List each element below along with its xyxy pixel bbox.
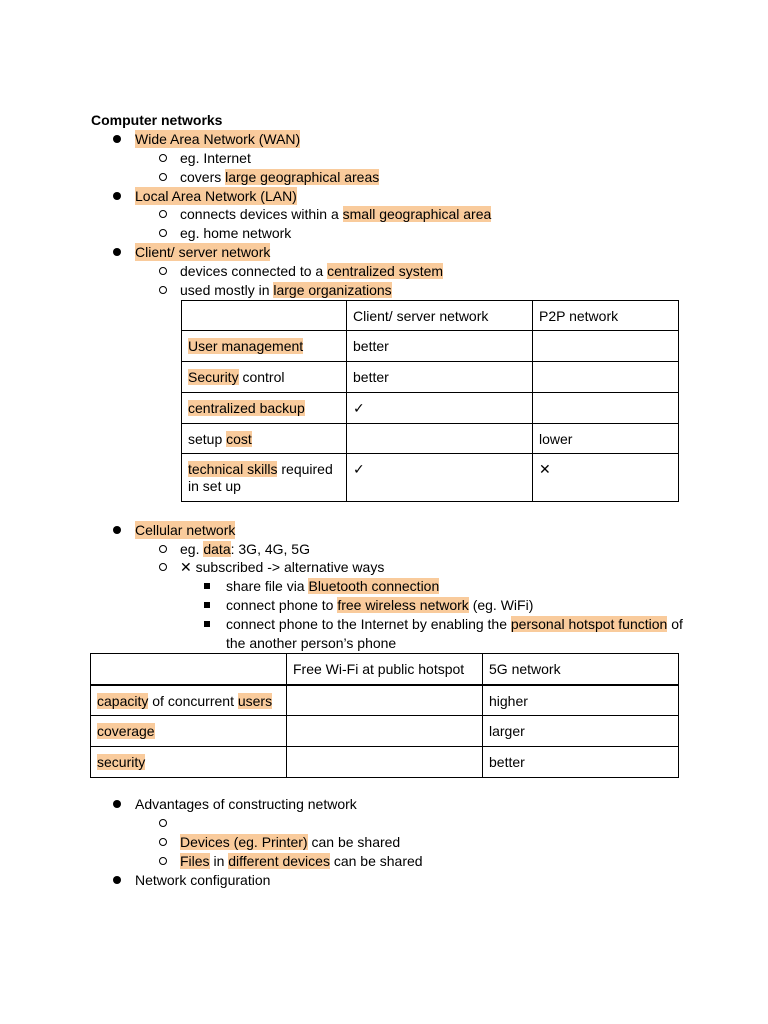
highlight: different devices xyxy=(228,853,330,869)
list-item-client-server-usage xyxy=(0,281,768,299)
table-header-cell: Client/ server network xyxy=(347,301,533,331)
list-item-wan-coverage xyxy=(0,168,768,186)
table-header-cell: P2P network xyxy=(533,301,679,331)
table-cell: better xyxy=(347,331,533,362)
highlight: security xyxy=(97,753,146,770)
cross-icon: ✕ xyxy=(533,454,679,502)
table-row xyxy=(182,424,679,454)
text: control xyxy=(238,369,285,385)
highlight: small geographical area xyxy=(342,206,492,222)
list-item-client-server xyxy=(0,243,768,261)
text: connect phone to the Internet by enabling the xyxy=(226,616,511,632)
text: required xyxy=(277,461,333,477)
table-cell xyxy=(287,685,483,716)
way-text xyxy=(226,615,683,633)
table-cell xyxy=(91,715,287,746)
table-row xyxy=(91,746,679,777)
table-row xyxy=(91,715,679,746)
checkmark-icon: ✓ xyxy=(347,454,533,502)
list-item-lan xyxy=(0,187,768,205)
highlight: large organizations xyxy=(273,282,392,298)
list-item-advantage-empty xyxy=(0,814,768,832)
circle-bullet-icon xyxy=(159,173,167,181)
bullet-icon xyxy=(113,800,121,808)
table-cell xyxy=(287,715,483,746)
text: connects devices within a xyxy=(180,206,343,222)
advantage-files xyxy=(180,852,423,870)
list-item-lan-devices xyxy=(0,205,768,223)
client-server-usage xyxy=(180,281,392,299)
highlight: users xyxy=(237,692,273,709)
table-row xyxy=(182,393,679,424)
square-bullet-icon xyxy=(204,621,210,627)
highlight: large geographical areas xyxy=(225,169,380,185)
table-cell xyxy=(182,393,347,424)
highlight: data xyxy=(203,541,231,557)
text: in xyxy=(209,853,229,869)
square-bullet-icon xyxy=(204,583,210,589)
table-cell xyxy=(533,362,679,393)
list-item-cellular-alternatives xyxy=(0,558,768,576)
bullet-icon xyxy=(113,248,121,256)
wan-example: eg. Internet xyxy=(180,150,251,166)
bullet-icon xyxy=(113,135,121,143)
table-header-cell: Free Wi-Fi at public hotspot xyxy=(287,654,483,685)
table-header-cell xyxy=(91,654,287,685)
wan-coverage xyxy=(180,168,379,186)
table-cell xyxy=(182,454,347,502)
highlight: Security xyxy=(188,369,239,385)
table-cell xyxy=(182,331,347,362)
text: of concurrent xyxy=(148,692,238,709)
list-item-config xyxy=(0,871,768,889)
table-cell: better xyxy=(347,362,533,393)
checkmark-icon: ✓ xyxy=(347,393,533,424)
table-cell xyxy=(91,685,287,716)
list-item-advantage-files xyxy=(0,852,768,870)
bullet-icon xyxy=(113,526,121,534)
lan-devices xyxy=(180,205,491,223)
highlight: centralized backup xyxy=(188,400,305,416)
text: can be shared xyxy=(307,834,401,850)
table-header-cell: 5G network xyxy=(483,654,679,685)
highlight: centralized system xyxy=(327,263,444,279)
client-server-label: Client/ server network xyxy=(135,244,271,260)
circle-bullet-icon xyxy=(159,857,167,865)
highlight: free wireless network xyxy=(337,597,469,613)
list-item-way-bluetooth xyxy=(0,577,768,595)
bullet-icon xyxy=(113,876,121,884)
table-cell xyxy=(182,424,347,454)
bullet-icon xyxy=(113,192,121,200)
list-item-way-wifi xyxy=(0,596,768,614)
highlight: capacity xyxy=(97,692,149,709)
highlight: cost xyxy=(226,431,252,447)
table-header-row xyxy=(182,301,679,331)
advantages-label: Advantages of constructing network xyxy=(135,796,357,812)
highlight: Bluetooth connection xyxy=(308,578,440,594)
highlight: Devices (eg. Printer) xyxy=(180,834,308,850)
list-item-client-server-devices xyxy=(0,262,768,280)
cellular-example xyxy=(180,540,310,558)
table-cell: larger xyxy=(483,715,679,746)
text: eg. xyxy=(180,541,204,557)
way-text-continuation: the another person’s phone xyxy=(226,635,397,651)
table-header-cell xyxy=(182,301,347,331)
comparison-table-wifi-5g xyxy=(90,653,679,778)
circle-bullet-icon xyxy=(159,267,167,275)
highlight: personal hotspot function xyxy=(510,616,668,632)
config-label: Network configuration xyxy=(135,872,271,888)
list-item-wan xyxy=(0,130,768,148)
circle-bullet-icon xyxy=(159,210,167,218)
table-row xyxy=(182,454,679,502)
list-item-advantage-devices xyxy=(0,833,768,851)
text: connect phone to xyxy=(226,597,338,613)
cellular-label: Cellular network xyxy=(135,522,236,538)
page-title: Computer networks xyxy=(91,112,223,128)
text: setup xyxy=(188,431,227,447)
circle-bullet-icon xyxy=(159,286,167,294)
table-cell xyxy=(533,331,679,362)
table-cell: better xyxy=(483,746,679,777)
circle-bullet-icon xyxy=(159,545,167,553)
circle-bullet-icon xyxy=(159,819,167,827)
circle-bullet-icon xyxy=(159,563,167,571)
client-server-devices xyxy=(180,262,443,280)
wan-label: Wide Area Network (WAN) xyxy=(135,131,301,147)
text: covers xyxy=(180,169,226,185)
table-row xyxy=(182,331,679,362)
list-item-advantages xyxy=(0,795,768,813)
highlight: Files xyxy=(180,853,210,869)
circle-bullet-icon xyxy=(159,838,167,846)
highlight: technical skills xyxy=(188,461,278,477)
table-cell xyxy=(287,746,483,777)
table-row xyxy=(91,685,679,716)
table-header-row xyxy=(91,654,679,685)
text: of xyxy=(667,616,683,632)
advantage-devices xyxy=(180,833,400,851)
table-cell: lower xyxy=(533,424,679,454)
comparison-table-client-server-p2p xyxy=(181,300,679,502)
table-cell xyxy=(91,746,287,777)
list-item-wan-example xyxy=(0,149,768,167)
list-item-way-hotspot xyxy=(0,615,768,633)
way-text xyxy=(226,577,439,595)
table-cell xyxy=(347,424,533,454)
table-row xyxy=(182,362,679,393)
list-item-lan-example xyxy=(0,224,768,242)
cellular-alternatives: ✕ subscribed -> alternative ways xyxy=(180,559,385,575)
lan-example: eg. home network xyxy=(180,225,292,241)
text: devices connected to a xyxy=(180,263,328,279)
highlight: coverage xyxy=(97,722,155,739)
lan-label: Local Area Network (LAN) xyxy=(135,188,297,204)
list-item-cellular xyxy=(0,521,768,539)
text: can be shared xyxy=(329,853,423,869)
text: (eg. WiFi) xyxy=(468,597,534,613)
list-item-cellular-example xyxy=(0,540,768,558)
text: in set up xyxy=(188,478,241,494)
table-cell xyxy=(533,393,679,424)
text: : 3G, 4G, 5G xyxy=(230,541,310,557)
square-bullet-icon xyxy=(204,602,210,608)
table-cell: higher xyxy=(483,685,679,716)
way-text xyxy=(226,596,533,614)
circle-bullet-icon xyxy=(159,229,167,237)
text: used mostly in xyxy=(180,282,274,298)
table-cell xyxy=(182,362,347,393)
circle-bullet-icon xyxy=(159,154,167,162)
highlight: User management xyxy=(188,338,304,354)
text: share file via xyxy=(226,578,309,594)
